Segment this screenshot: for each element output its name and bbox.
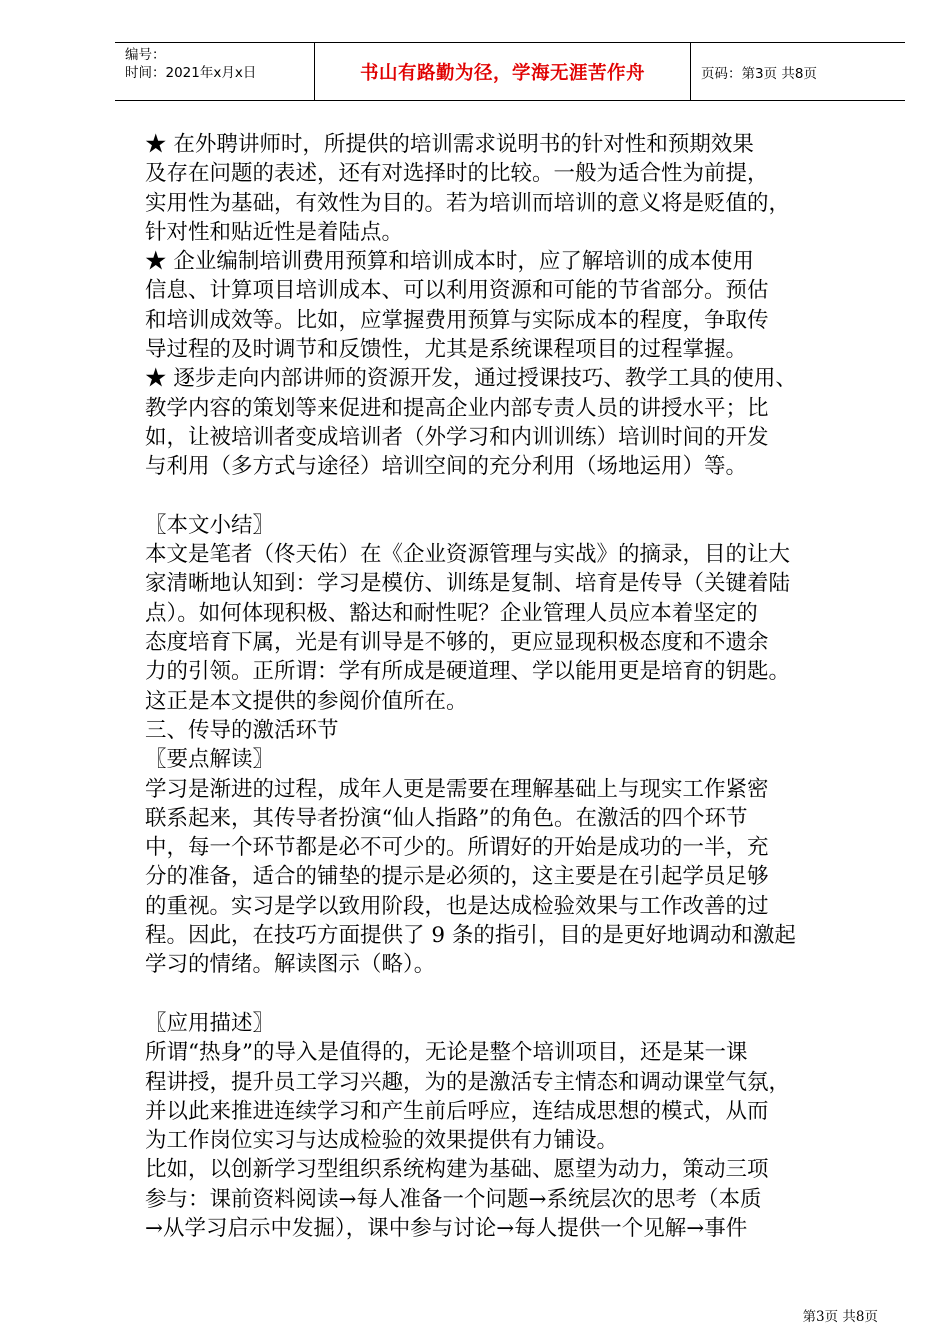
text-line: 与利用（多方式与途径）培训空间的充分利用（场地运用）等。 bbox=[145, 454, 748, 480]
text-line: 为工作岗位实习与达成检验的效果提供有力铺设。 bbox=[145, 1128, 619, 1154]
header-motto: 书山有路勤为径，学海无涯苦作舟 bbox=[314, 43, 691, 100]
text-line: 教学内容的策划等来促进和提高企业内部专责人员的讲授水平；比 bbox=[145, 395, 769, 421]
text-line: →从学习启示中发掘），课中参与讨论→每人提供一个见解→事件 bbox=[145, 1215, 748, 1241]
text-line: 导过程的及时调节和反馈性，尤其是系统课程项目的过程掌握。 bbox=[145, 337, 748, 363]
text-line: 比如，以创新学习型组织系统构建为基础、愿望为动力，策动三项 bbox=[145, 1157, 769, 1183]
text-line: ★ 逐步走向内部讲师的资源开发，通过授课技巧、教学工具的使用、 bbox=[145, 366, 797, 392]
text-line: 这正是本文提供的参阅价值所在。 bbox=[145, 688, 468, 714]
text-line: 点）。如何体现积极、豁达和耐性呢？企业管理人员应本着坚定的 bbox=[145, 600, 758, 626]
text-line: ★ 企业编制培训费用预算和培训成本时，应了解培训的成本使用 bbox=[145, 249, 754, 275]
text-line: 信息、计算项目培训成本、可以利用资源和可能的节省部分。预估 bbox=[145, 278, 769, 304]
text-line: 家清晰地认知到：学习是模仿、训练是复制、培育是传导（关键着陆 bbox=[145, 571, 791, 597]
text-line: 如，让被培训者变成培训者（外学习和内训训练）培训时间的开发 bbox=[145, 424, 769, 450]
text-line: 和培训成效等。比如，应掌握费用预算与实际成本的程度，争取传 bbox=[145, 307, 769, 333]
text-line: 分的准备，适合的铺垫的提示是必须的，这主要是在引起学员足够 bbox=[145, 864, 769, 890]
text-line: 的重视。实习是学以致用阶段，也是达成检验效果与工作改善的过 bbox=[145, 893, 769, 919]
text-line: 参与：课前资料阅读→每人准备一个问题→系统层次的思考（本质 bbox=[145, 1186, 762, 1212]
text-line: 及存在问题的表述，还有对选择时的比较。一般为适合性为前提， bbox=[145, 161, 769, 187]
text-line: ★ 在外聘讲师时，所提供的培训需求说明书的针对性和预期效果 bbox=[145, 132, 754, 157]
text-line: 程讲授，提升员工学习兴趣，为的是激活专主情态和调动课堂气氛， bbox=[145, 1069, 791, 1095]
text-line: 〖应用描述〗 bbox=[145, 1010, 275, 1036]
text-line: 〖本文小结〗 bbox=[145, 512, 275, 538]
text-line: 态度培育下属，光是有训导是不够的，更应显现积极态度和不遗余 bbox=[145, 630, 769, 656]
blank-line bbox=[145, 980, 905, 1009]
doc-number-label: 编号： bbox=[125, 47, 166, 63]
doc-time-label: 时间：2021年x月x日 bbox=[125, 65, 257, 81]
text-line: 联系起来，其传导者扮演“仙人指路”的角色。在激活的四个环节 bbox=[145, 805, 748, 831]
text-line: 力的引领。正所谓：学有所成是硬道理、学以能用更是培育的钥匙。 bbox=[145, 659, 791, 685]
text-line: 本文是笔者（佟天佑）在《企业资源管理与实战》的摘录，目的让大 bbox=[145, 542, 791, 568]
text-line: 并以此来推进连续学习和产生前后呼应，连结成思想的模式，从而 bbox=[145, 1098, 769, 1124]
document-body bbox=[145, 130, 905, 1243]
text-line: 学习的情绪。解读图示（略）。 bbox=[145, 952, 436, 978]
text-line: 实用性为基础，有效性为目的。若为培训而培训的意义将是贬值的， bbox=[145, 190, 791, 216]
text-line: 学习是渐进的过程，成年人更是需要在理解基础上与现实工作紧密 bbox=[145, 776, 769, 802]
text-line: 中，每一个环节都是必不可少的。所谓好的开始是成功的一半，充 bbox=[145, 835, 769, 861]
page-footer: 第3页 共8页 bbox=[802, 1309, 878, 1325]
text-line: 三、传导的激活环节 bbox=[145, 717, 339, 743]
page-header bbox=[115, 42, 905, 101]
blank-line bbox=[145, 482, 905, 511]
header-meta bbox=[115, 43, 314, 100]
text-line: 程。因此，在技巧方面提供了 9 条的指引，目的是更好地调动和激起 bbox=[145, 923, 796, 949]
text-line: 〖要点解读〗 bbox=[145, 747, 275, 773]
header-page-label: 页码：第3页 共8页 bbox=[701, 65, 817, 82]
text-line: 针对性和贴近性是着陆点。 bbox=[145, 219, 404, 245]
text-line: 所谓“热身”的导入是值得的，无论是整个培训项目，还是某一课 bbox=[145, 1040, 748, 1066]
